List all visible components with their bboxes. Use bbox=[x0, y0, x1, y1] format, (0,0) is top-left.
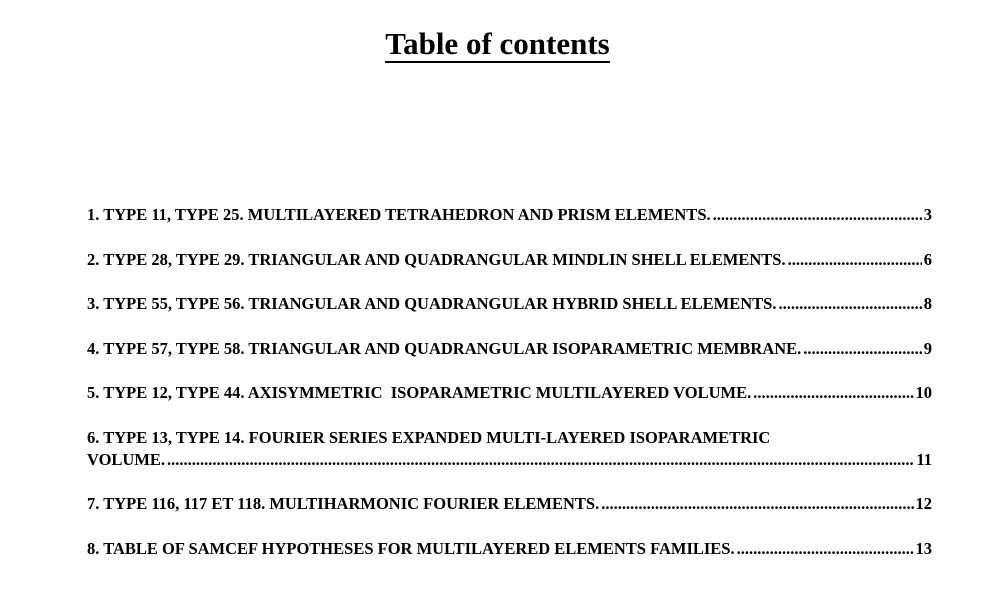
toc-page-number: 9 bbox=[923, 339, 932, 358]
toc-page-number: 11 bbox=[916, 450, 932, 469]
title-text: Table of contents bbox=[385, 26, 610, 61]
toc-page-number: 10 bbox=[915, 383, 932, 402]
toc-page-number: 12 bbox=[915, 494, 932, 513]
toc-leader-dots bbox=[803, 338, 921, 360]
toc-leader-dots bbox=[778, 293, 921, 315]
toc-entry-label: 8. TABLE OF SAMCEF HYPOTHESES FOR MULTILAYERED ELEMENTS FAMILIES. bbox=[87, 539, 735, 558]
toc-entry[interactable] bbox=[87, 338, 932, 360]
toc-page-number: 6 bbox=[923, 250, 932, 269]
toc-leader-dots bbox=[601, 493, 913, 515]
toc-entry-label: 7. TYPE 116, 117 ET 118. MULTIHARMONIC FOURIER ELEMENTS. bbox=[87, 494, 600, 513]
toc-page-number: 13 bbox=[915, 539, 932, 558]
toc-leader-dots bbox=[737, 538, 914, 560]
toc-leader-dots bbox=[753, 382, 913, 404]
toc-entry[interactable] bbox=[87, 538, 932, 560]
toc-entry-label-line1: 6. TYPE 13, TYPE 14. FOURIER SERIES EXPANDED MULTI-LAYERED ISOPARAMETRIC bbox=[87, 428, 771, 447]
toc-entry[interactable] bbox=[87, 204, 932, 226]
toc-leader-dots bbox=[788, 249, 922, 271]
toc-entry[interactable] bbox=[87, 382, 932, 404]
toc-entry-label-line2: VOLUME. bbox=[87, 450, 166, 469]
toc-entry-label: 3. TYPE 55, TYPE 56. TRIANGULAR AND QUADRANGULAR HYBRID SHELL ELEMENTS. bbox=[87, 294, 777, 313]
toc-page-number: 8 bbox=[923, 294, 932, 313]
toc-page-number: 3 bbox=[923, 205, 932, 224]
toc-leader-dots bbox=[713, 204, 922, 226]
toc-entry-label: 4. TYPE 57, TYPE 58. TRIANGULAR AND QUADRANGULAR ISOPARAMETRIC MEMBRANE. bbox=[87, 339, 802, 358]
toc-entry-label: 5. TYPE 12, TYPE 44. AXISYMMETRIC ISOPARAMETRIC MULTILAYERED VOLUME. bbox=[87, 383, 752, 402]
page-title bbox=[0, 24, 995, 64]
toc-entry[interactable] bbox=[87, 293, 932, 315]
toc-entry[interactable] bbox=[87, 249, 932, 271]
toc-entry-label: 1. TYPE 11, TYPE 25. MULTILAYERED TETRAHEDRON AND PRISM ELEMENTS. bbox=[87, 205, 711, 224]
toc-entry[interactable] bbox=[87, 427, 932, 471]
toc-entry[interactable] bbox=[87, 493, 932, 515]
toc-leader-dots bbox=[167, 449, 914, 471]
toc-entry-label: 2. TYPE 28, TYPE 29. TRIANGULAR AND QUADRANGULAR MINDLIN SHELL ELEMENTS. bbox=[87, 250, 786, 269]
